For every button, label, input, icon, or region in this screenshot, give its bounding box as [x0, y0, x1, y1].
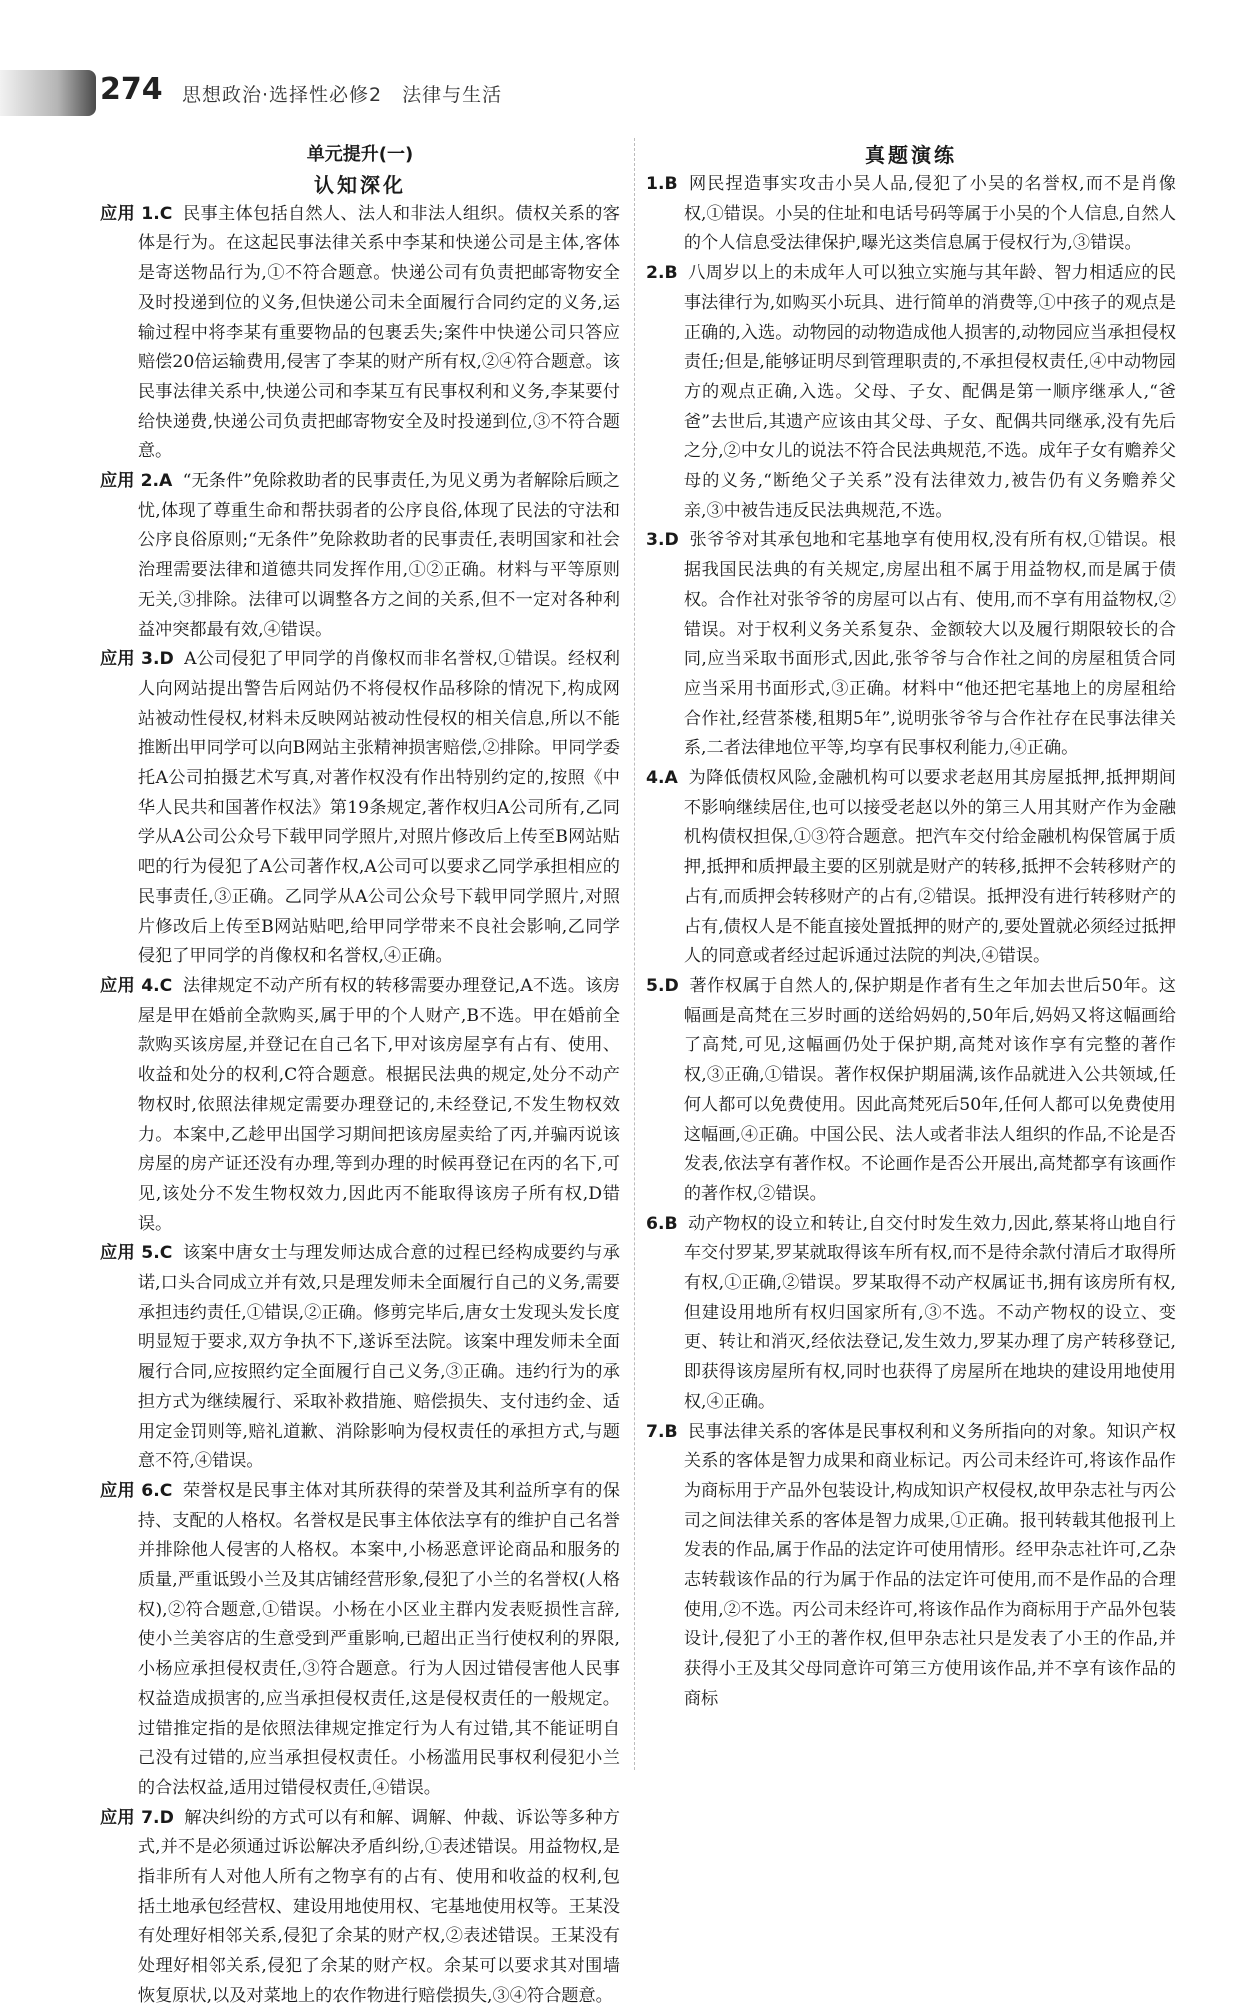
- answer-item: [100, 1239, 620, 1477]
- column-divider: [634, 138, 635, 1770]
- answer-item: [646, 764, 1176, 972]
- right-column: [646, 140, 1176, 1715]
- answer-text: 解决纠纷的方式可以有和解、调解、仲裁、诉讼等多种方式,并不是必须通过诉讼解决矛盾纠纷,①表述错误。用益物权,是指非所有人对他人所有之物享有的占有、使用和收益的权利,包括土地承包经营权、建设用地使用权、宅基地使用权等。王某没有处理好相邻关系,侵犯了余某的财产权,②表述错误。王某没有处理好相邻关系,侵犯了余某的财产权。余某可以要求其对围墙恢复原状,以及对菜地上的农作物进行赔偿损失,③④符合题意。: [137, 1807, 620, 2006]
- section-title-unit: 单元提升(一): [306, 144, 414, 165]
- answer-item: [100, 1477, 620, 1804]
- page-header: [0, 70, 1250, 116]
- answer-number: 7.B: [646, 1421, 678, 1442]
- answer-item: [646, 259, 1176, 526]
- answer-item: [100, 1804, 620, 2012]
- answer-number: 应用 6.C: [100, 1480, 173, 1501]
- answer-item: [646, 972, 1176, 1210]
- answer-number: 4.A: [646, 768, 678, 789]
- answer-item: [646, 1418, 1176, 1715]
- answer-item: [100, 645, 620, 972]
- answer-text: 八周岁以上的未成年人可以独立实施与其年龄、智力相适应的民事法律行为,如购买小玩具、进行简单的消费等,①中孩子的观点是正确的,入选。动物园的动物造成他人损害的,动物园应当承担侵权责任;但是,能够证明尽到管理职责的,不承担侵权责任,④中动物园方的观点正确,入选。父母、子女、配偶是第一顺序继承人,“爸爸”去世后,其遗产应该由其父母、子女、配偶共同继承,没有先后之分,②中女儿的说法不符合民法典规范,不选。成年子女有赡养父母的义务,“断绝父子关系”没有法律效力,被告仍有义务赡养父亲,③中被告违反民法典规范,不选。: [683, 263, 1177, 521]
- answer-number: 6.B: [646, 1213, 678, 1234]
- answer-text: 为降低债权风险,金融机构可以要求老赵用其房屋抵押,抵押期间不影响继续居住,也可以接受老赵以外的第三人用其财产作为金融机构债权担保,①③符合题意。把汽车交付给金融机构保管属于质押,抵押和质押最主要的区别就是财产的转移,抵押不会转移财产的占有,而质押会转移财产的占有,②错误。抵押没有进行转移财产的占有,债权人是不能直接处置抵押的财产的,要处置就必须经过抵押人的同意或者经过起诉通过法院的判决,④错误。: [683, 768, 1177, 967]
- answer-text: A公司侵犯了甲同学的肖像权而非名誉权,①错误。经权利人向网站提出警告后网站仍不将侵权作品移除的情况下,构成网站被动性侵权,材料未反映网站被动性侵权的相关信息,所以不能推断出甲同学可以向B网站主张精神损害赔偿,②排除。甲同学委托A公司拍摄艺术写真,对著作权没有作出特别约定的,按照《中华人民共和国著作权法》第19条规定,著作权归A公司所有,乙同学从A公司公众号下载甲同学照片,对照片修改后上传至B网站贴吧的行为侵犯了A公司著作权,A公司可以要求乙同学承担相应的民事责任,③正确。乙同学从A公司公众号下载甲同学照片,对照片修改后上传至B网站贴吧,给甲同学带来不良社会影响,乙同学侵犯了甲同学的肖像权和名誉权,④正确。: [137, 649, 620, 967]
- answer-text: “无条件”免除救助者的民事责任,为见义勇为者解除后顾之忧,体现了尊重生命和帮扶弱者的公序良俗,体现了民法的守法和公序良俗原则;“无条件”免除救助者的民事责任,表明国家和社会治理需要法律和道德共同发挥作用,①②正确。材料与平等原则无关,③排除。法律可以调整各方之间的关系,但不一定对各种利益冲突都最有效,④错误。: [137, 471, 620, 640]
- answer-item: [646, 1210, 1176, 1418]
- page-number: 274: [100, 72, 163, 107]
- answer-text: 民事法律关系的客体是民事权利和义务所指向的对象。知识产权关系的客体是智力成果和商业标记。丙公司未经许可,将该作品作为商标用于产品外包装设计,构成知识产权侵权,故甲杂志社与丙公司之间法律关系的客体是智力成果,①正确。报刊转载其他报刊上发表的作品,属于作品的法定许可使用情形。经甲杂志社许可,乙杂志转载该作品的行为属于作品的法定许可使用,而不是作品的合理使用,②不选。丙公司未经许可,将该作品作为商标用于产品外包装设计,侵犯了小王的著作权,但甲杂志社只是发表了小王的作品,并获得小王及其父母同意许可第三方使用该作品,并不享有该作品的商标: [683, 1421, 1177, 1709]
- answer-number: 应用 5.C: [100, 1243, 173, 1264]
- answer-text: 法律规定不动产所有权的转移需要办理登记,A不选。该房屋是甲在婚前全款购买,属于甲的个人财产,B不选。甲在婚前全款购买该房屋,并登记在自己名下,甲对该房屋享有占有、使用、收益和处分的权利,C符合题意。根据民法典的规定,处分不动产物权时,依照法律规定需要办理登记的,未经登记,不发生物权效力。本案中,乙趁甲出国学习期间把该房屋卖给了丙,并骗丙说该房屋的房产证还没有办理,等到办理的时候再登记在丙的名下,可见,该处分不发生物权效力,因此丙不能取得该房子所有权,D错误。: [137, 975, 620, 1234]
- answer-item: [100, 467, 620, 645]
- answer-text: 著作权属于自然人的,保护期是作者有生之年加去世后50年。这幅画是高梵在三岁时画的送给妈妈的,50年后,妈妈又将这幅画给了高梵,可见,这幅画仍处于保护期,高梵对该作享有完整的著作权,③正确,①错误。著作权保护期届满,该作品就进入公共领域,任何人都可以免费使用。因此高梵死后50年,任何人都可以免费使用这幅画,④正确。中国公民、法人或者非法人组织的作品,不论是否发表,依法享有著作权。不论画作是否公开展出,高梵都享有该画作的著作权,②错误。: [683, 975, 1177, 1204]
- answer-item: [646, 170, 1176, 259]
- left-column: [100, 140, 620, 2012]
- answer-number: 应用 7.D: [100, 1807, 174, 1828]
- answer-number: 应用 4.C: [100, 975, 173, 996]
- answer-number: 应用 3.D: [100, 649, 174, 670]
- answer-number: 应用 2.A: [100, 471, 173, 492]
- answer-text: 该案中唐女士与理发师达成合意的过程已经构成要约与承诺,口头合同成立并有效,只是理发师未全面履行自己的义务,需要承担违约责任,①错误,②正确。修剪完毕后,唐女士发现头发长度明显短于要求,双方争执不下,遂诉至法院。该案中理发师未全面履行合同,应按照约定全面履行自己义务,③正确。违约行为的承担方式为继续履行、采取补救措施、赔偿损失、支付违约金、适用定金罚则等,赔礼道歉、消除影响为侵权责任的承担方式,与题意不符,④错误。: [137, 1243, 620, 1472]
- answer-text: 荣誉权是民事主体对其所获得的荣誉及其利益所享有的保持、支配的人格权。名誉权是民事主体依法享有的维护自己名誉并排除他人侵害的人格权。本案中,小杨恶意评论商品和服务的质量,严重诋毁小兰及其店铺经营形象,侵犯了小兰的名誉权(人格权),②符合题意,①错误。小杨在小区业主群内发表贬损性言辞,使小兰美容店的生意受到严重影响,已超出正当行使权利的界限,小杨应承担侵权责任,③符合题意。行为人因过错侵害他人民事权益造成损害的,应当承担侵权责任,这是侵权责任的一般规定。过错推定指的是依照法律规定推定行为人有过错,其不能证明自己没有过错的,应当承担侵权责任。小杨滥用民事权利侵犯小兰的合法权益,适用过错侵权责任,④错误。: [137, 1480, 620, 1798]
- answer-text: 民事主体包括自然人、法人和非法人组织。债权关系的客体是行为。在这起民事法律关系中李某和快递公司是主体,客体是寄送物品行为,①不符合题意。快递公司有负责把邮寄物安全及时投递到位的义务,但快递公司未全面履行合同约定的义务,运输过程中将李某有重要物品的包裹丢失;案件中快递公司只答应赔偿20倍运输费用,侵害了李某的财产所有权,②④符合题意。该民事法律关系中,快递公司和李某互有民事权利和义务,李某要付给快递费,快递公司负责把邮寄物安全及时投递到位,③不符合题意。: [137, 203, 620, 462]
- subsection-title: 认知深化: [314, 172, 406, 197]
- answer-number: 应用 1.C: [100, 203, 173, 224]
- answer-text: 网民捏造事实攻击小吴人品,侵犯了小吴的名誉权,而不是肖像权,①错误。小吴的住址和电话号码等属于小吴的个人信息,自然人的个人信息受法律保护,曝光这类信息属于侵权行为,③错误。: [683, 174, 1177, 254]
- answer-number: 5.D: [646, 975, 679, 996]
- answer-item: [100, 972, 620, 1239]
- answer-number: 1.B: [646, 174, 678, 194]
- answer-text: 动产物权的设立和转让,自交付时发生效力,因此,蔡某将山地自行车交付罗某,罗某就取得该车所有权,而不是待余款付清后才取得所有权,①正确,②错误。罗某取得不动产权属证书,拥有该房所有权,但建设用地所有权归国家所有,③不选。不动产物权的设立、变更、转让和消灭,经依法登记,发生效力,罗某办理了房产转移登记,即获得该房屋所有权,同时也获得了房屋所在地块的建设用地使用权,④正确。: [683, 1213, 1177, 1412]
- answer-text: 张爷爷对其承包地和宅基地享有使用权,没有所有权,①错误。根据我国民法典的有关规定,房屋出租不属于用益物权,而是属于债权。合作社对张爷爷的房屋可以占有、使用,而不享有用益物权,②错误。对于权利义务关系复杂、金额较大以及履行期限较长的合同,应当采取书面形式,因此,张爷爷与合作社之间的房屋租赁合同应当采用书面形式,③正确。材料中“他还把宅基地上的房屋租给合作社,经营茶楼,租期5年”,说明张爷爷与合作社存在民事法律关系,二者法律地位平等,均享有民事权利能力,④正确。: [683, 530, 1177, 759]
- answer-number: 3.D: [646, 530, 679, 551]
- running-title: 思想政治·选择性必修2 法律与生活: [182, 84, 503, 106]
- section-title-exam: 真题演练: [865, 143, 957, 167]
- header-decoration-bar: [0, 70, 96, 116]
- answer-item: [646, 526, 1176, 764]
- answer-number: 2.B: [646, 263, 678, 284]
- answer-item: [100, 200, 620, 467]
